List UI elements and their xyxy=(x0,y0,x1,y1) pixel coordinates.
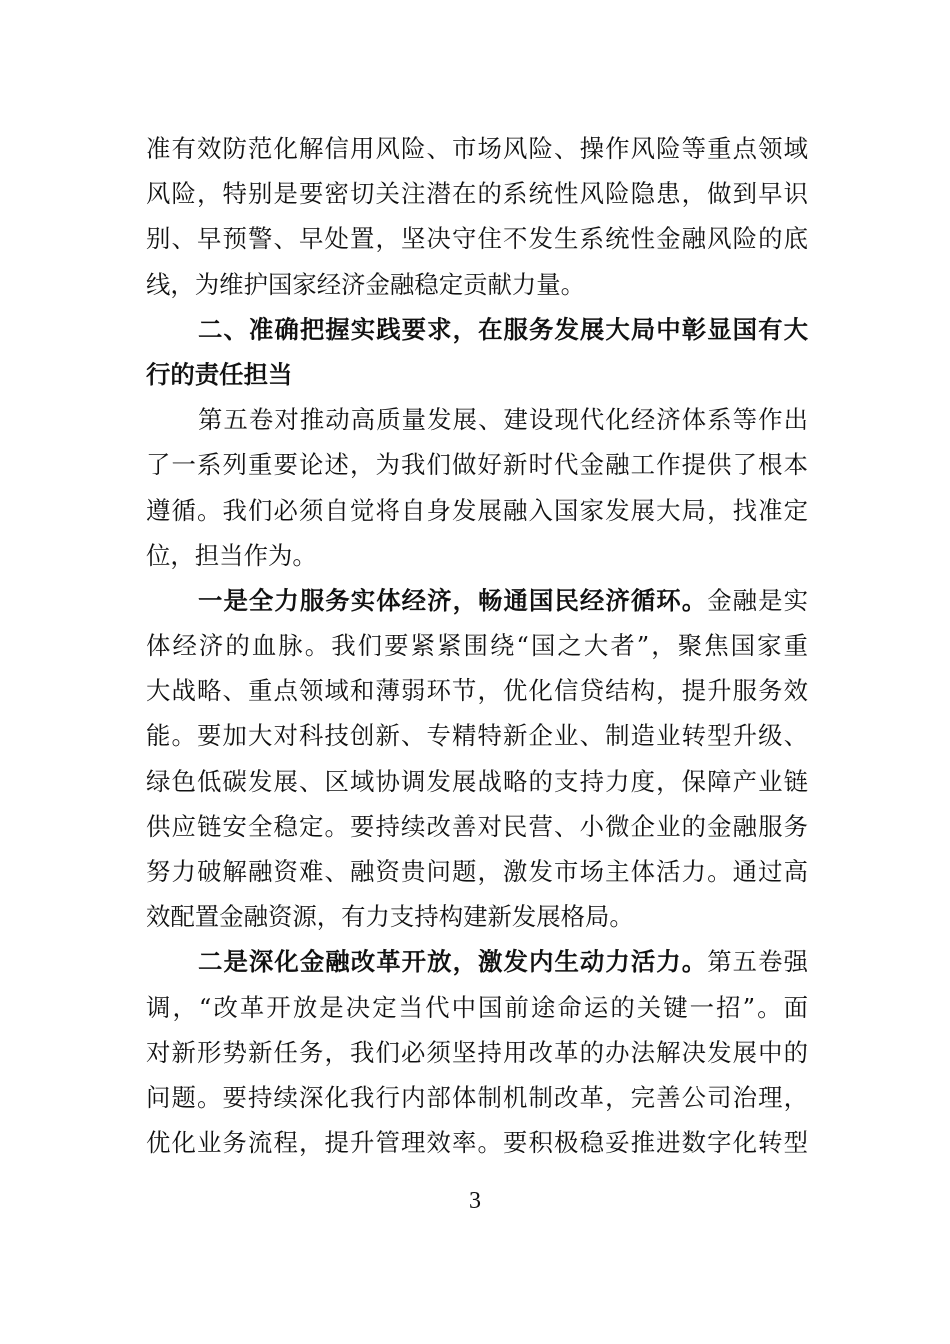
paragraph-deepen-reform xyxy=(146,939,808,1165)
text-line: 风险，特别是要密切关注潜在的系统性风险隐患，做到早识 xyxy=(146,179,808,209)
bold-lead: 一是全力服务实体经济，畅通国民经济循环。 xyxy=(198,585,708,615)
page-body xyxy=(146,126,808,1165)
lead-rest: 第五卷强 xyxy=(707,947,808,977)
section-heading xyxy=(146,307,808,397)
paragraph-risk-prevention xyxy=(146,126,808,307)
heading-line: 行的责任担当 xyxy=(146,359,293,389)
text-line: 绿色低碳发展、区域协调发展战略的支持力度，保障产业链 xyxy=(146,766,808,796)
text-line: 准有效防范化解信用风险、市场风险、操作风险等重点领域 xyxy=(146,134,808,163)
paragraph-serve-real-economy xyxy=(146,578,808,940)
text-line: 体经济的血脉。我们要紧紧围绕“国之大者”，聚焦国家重 xyxy=(146,631,808,661)
text-line: 位，担当作为。 xyxy=(146,540,317,570)
text-line: 问题。要持续深化我行内部体制机制改革，完善公司治理， xyxy=(146,1082,808,1112)
bold-lead: 二是深化金融改革开放，激发内生动力活力。 xyxy=(198,947,708,977)
page-number: 3 xyxy=(469,1188,481,1214)
paragraph-volume-five-intro xyxy=(146,397,808,578)
text-line: 效配置金融资源，有力支持构建新发展格局。 xyxy=(146,902,634,932)
text-line: 遵循。我们必须自觉将自身发展融入国家发展大局，找准定 xyxy=(146,495,808,525)
text-line xyxy=(146,939,808,984)
text-line: 第五卷对推动高质量发展、建设现代化经济体系等作出 xyxy=(198,405,808,435)
text-line: 对新形势新任务，我们必须坚持用改革的办法解决发展中的 xyxy=(146,1037,808,1067)
text-line xyxy=(146,578,808,623)
text-line: 能。要加大对科技创新、专精特新企业、制造业转型升级、 xyxy=(146,721,808,751)
lead-rest: 金融是实 xyxy=(707,585,808,615)
text-line: 供应链安全稳定。要持续改善对民营、小微企业的金融服务 xyxy=(146,811,808,841)
text-line: 大战略、重点领域和薄弱环节，优化信贷结构，提升服务效 xyxy=(146,676,808,706)
text-line: 线，为维护国家经济金融稳定贡献力量。 xyxy=(146,269,586,299)
text-line: 别、早预警、早处置，坚决守住不发生系统性金融风险的底 xyxy=(146,224,808,254)
text-line: 调，“改革开放是决定当代中国前途命运的关键一招”。面 xyxy=(146,992,808,1022)
text-line: 了一系列重要论述，为我们做好新时代金融工作提供了根本 xyxy=(146,450,808,480)
text-line: 努力破解融资难、融资贵问题，激发市场主体活力。通过高 xyxy=(146,857,808,886)
text-line: 优化业务流程，提升管理效率。要积极稳妥推进数字化转型 xyxy=(146,1128,808,1158)
heading-line: 二、准确把握实践要求，在服务发展大局中彰显国有大 xyxy=(198,314,808,344)
